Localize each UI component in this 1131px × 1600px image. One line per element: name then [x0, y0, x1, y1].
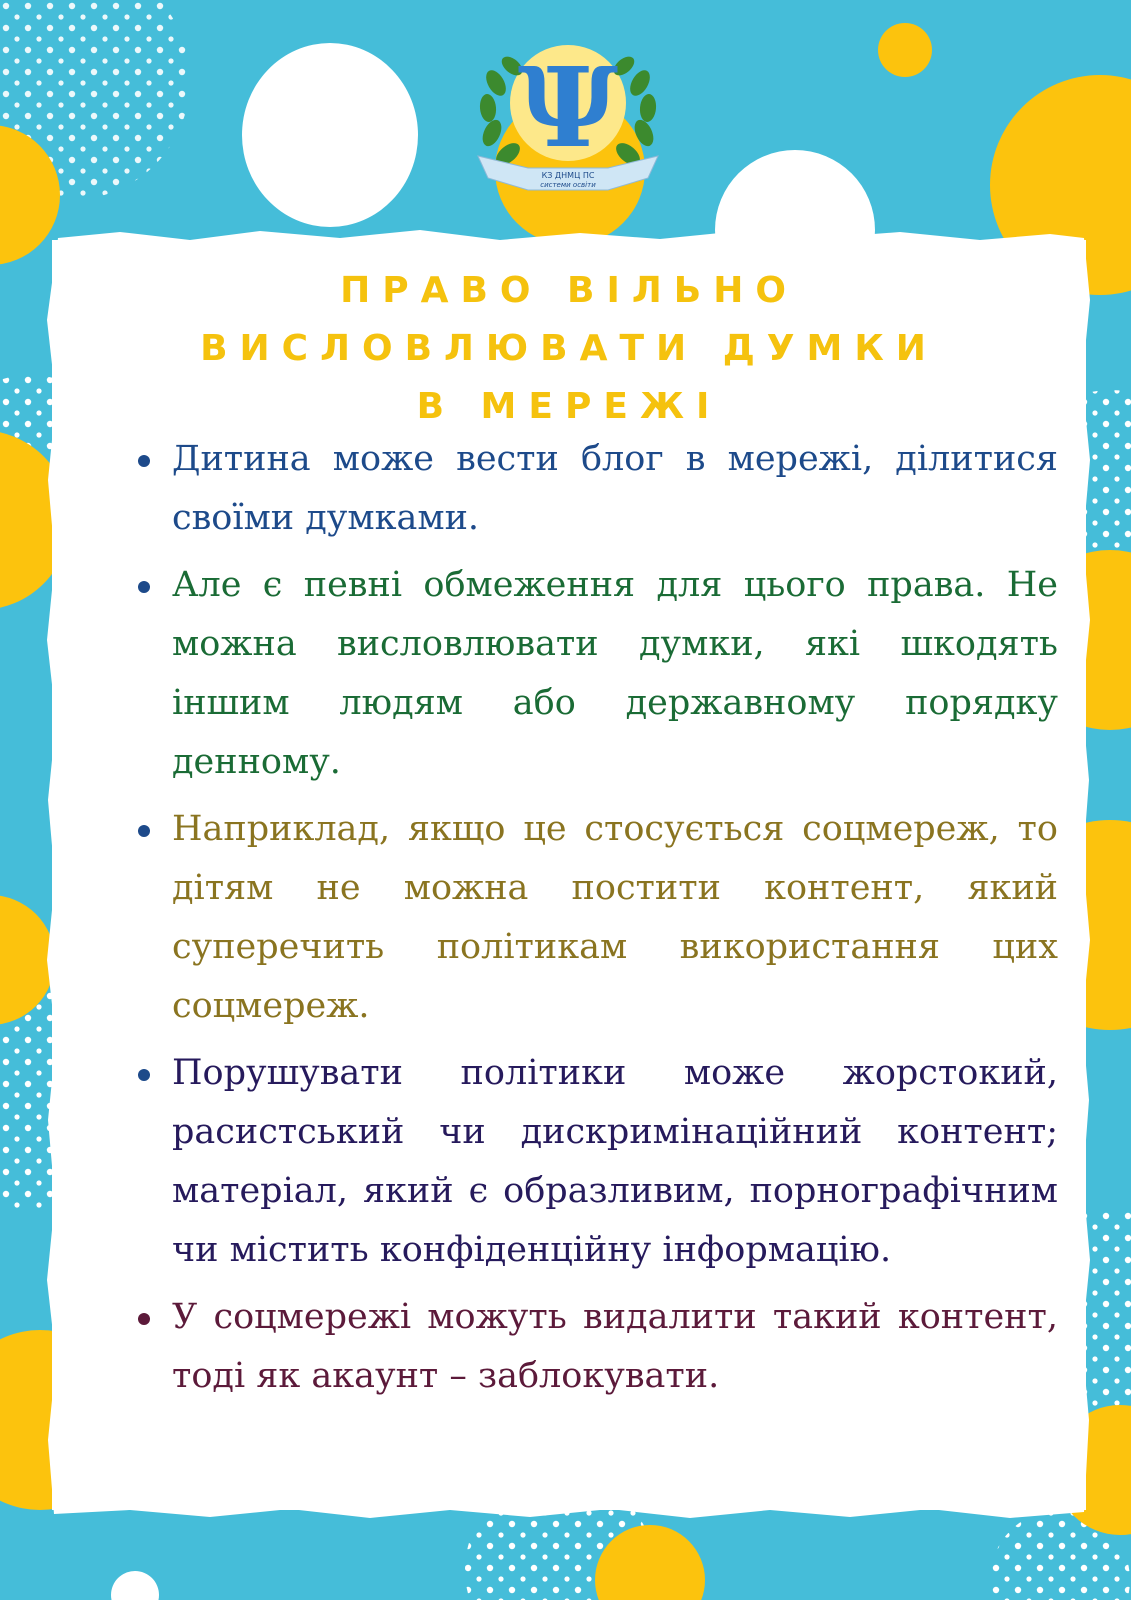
- list-item: [130, 556, 1058, 792]
- bullet-icon: [138, 1069, 150, 1081]
- list-item-text: Наприклад, якщо це стосується соцмереж, то дітям не можна постити контент, який суперечить політикам використання цих соцмереж.: [172, 809, 1058, 1026]
- title-line: ВИСЛОВЛЮВАТИ ДУМКИ: [200, 328, 938, 369]
- list-item-text: У соцмережі можуть видалити такий контент, тоді як акаунт – заблокувати.: [172, 1297, 1058, 1396]
- bullet-icon: [138, 1313, 150, 1325]
- title-line: ПРАВО ВІЛЬНО: [340, 270, 798, 311]
- bullet-icon: [138, 581, 150, 593]
- list-item: [130, 1044, 1058, 1280]
- list-item: [130, 1288, 1058, 1406]
- logo-caption-line1: КЗ ДНМЦ ПС: [541, 171, 595, 180]
- bullet-icon: [138, 825, 150, 837]
- list-item-text: Але є певні обмеження для цього права. Не можна висловлювати думки, які шкодять іншим людям або державному порядку денному.: [172, 565, 1058, 782]
- page-title: [52, 262, 1086, 436]
- list-item-text: Порушувати політики може жорстокий, расистський чи дискримінаційний контент; матеріал, який є образливим, порнографічним чи містить конфіденційну інформацію.: [172, 1053, 1058, 1270]
- list-item: [130, 800, 1058, 1036]
- logo-caption-line2: системи освіти: [540, 181, 596, 189]
- organization-logo: [468, 28, 668, 203]
- bullet-icon: [138, 455, 150, 467]
- psi-symbol-icon: Ψ: [517, 43, 619, 172]
- rights-list: [130, 430, 1058, 1414]
- list-item: [130, 430, 1058, 548]
- list-item-text: Дитина може вести блог в мережі, ділитися своїми думками.: [172, 439, 1058, 538]
- title-line: В МЕРЕЖІ: [416, 386, 722, 427]
